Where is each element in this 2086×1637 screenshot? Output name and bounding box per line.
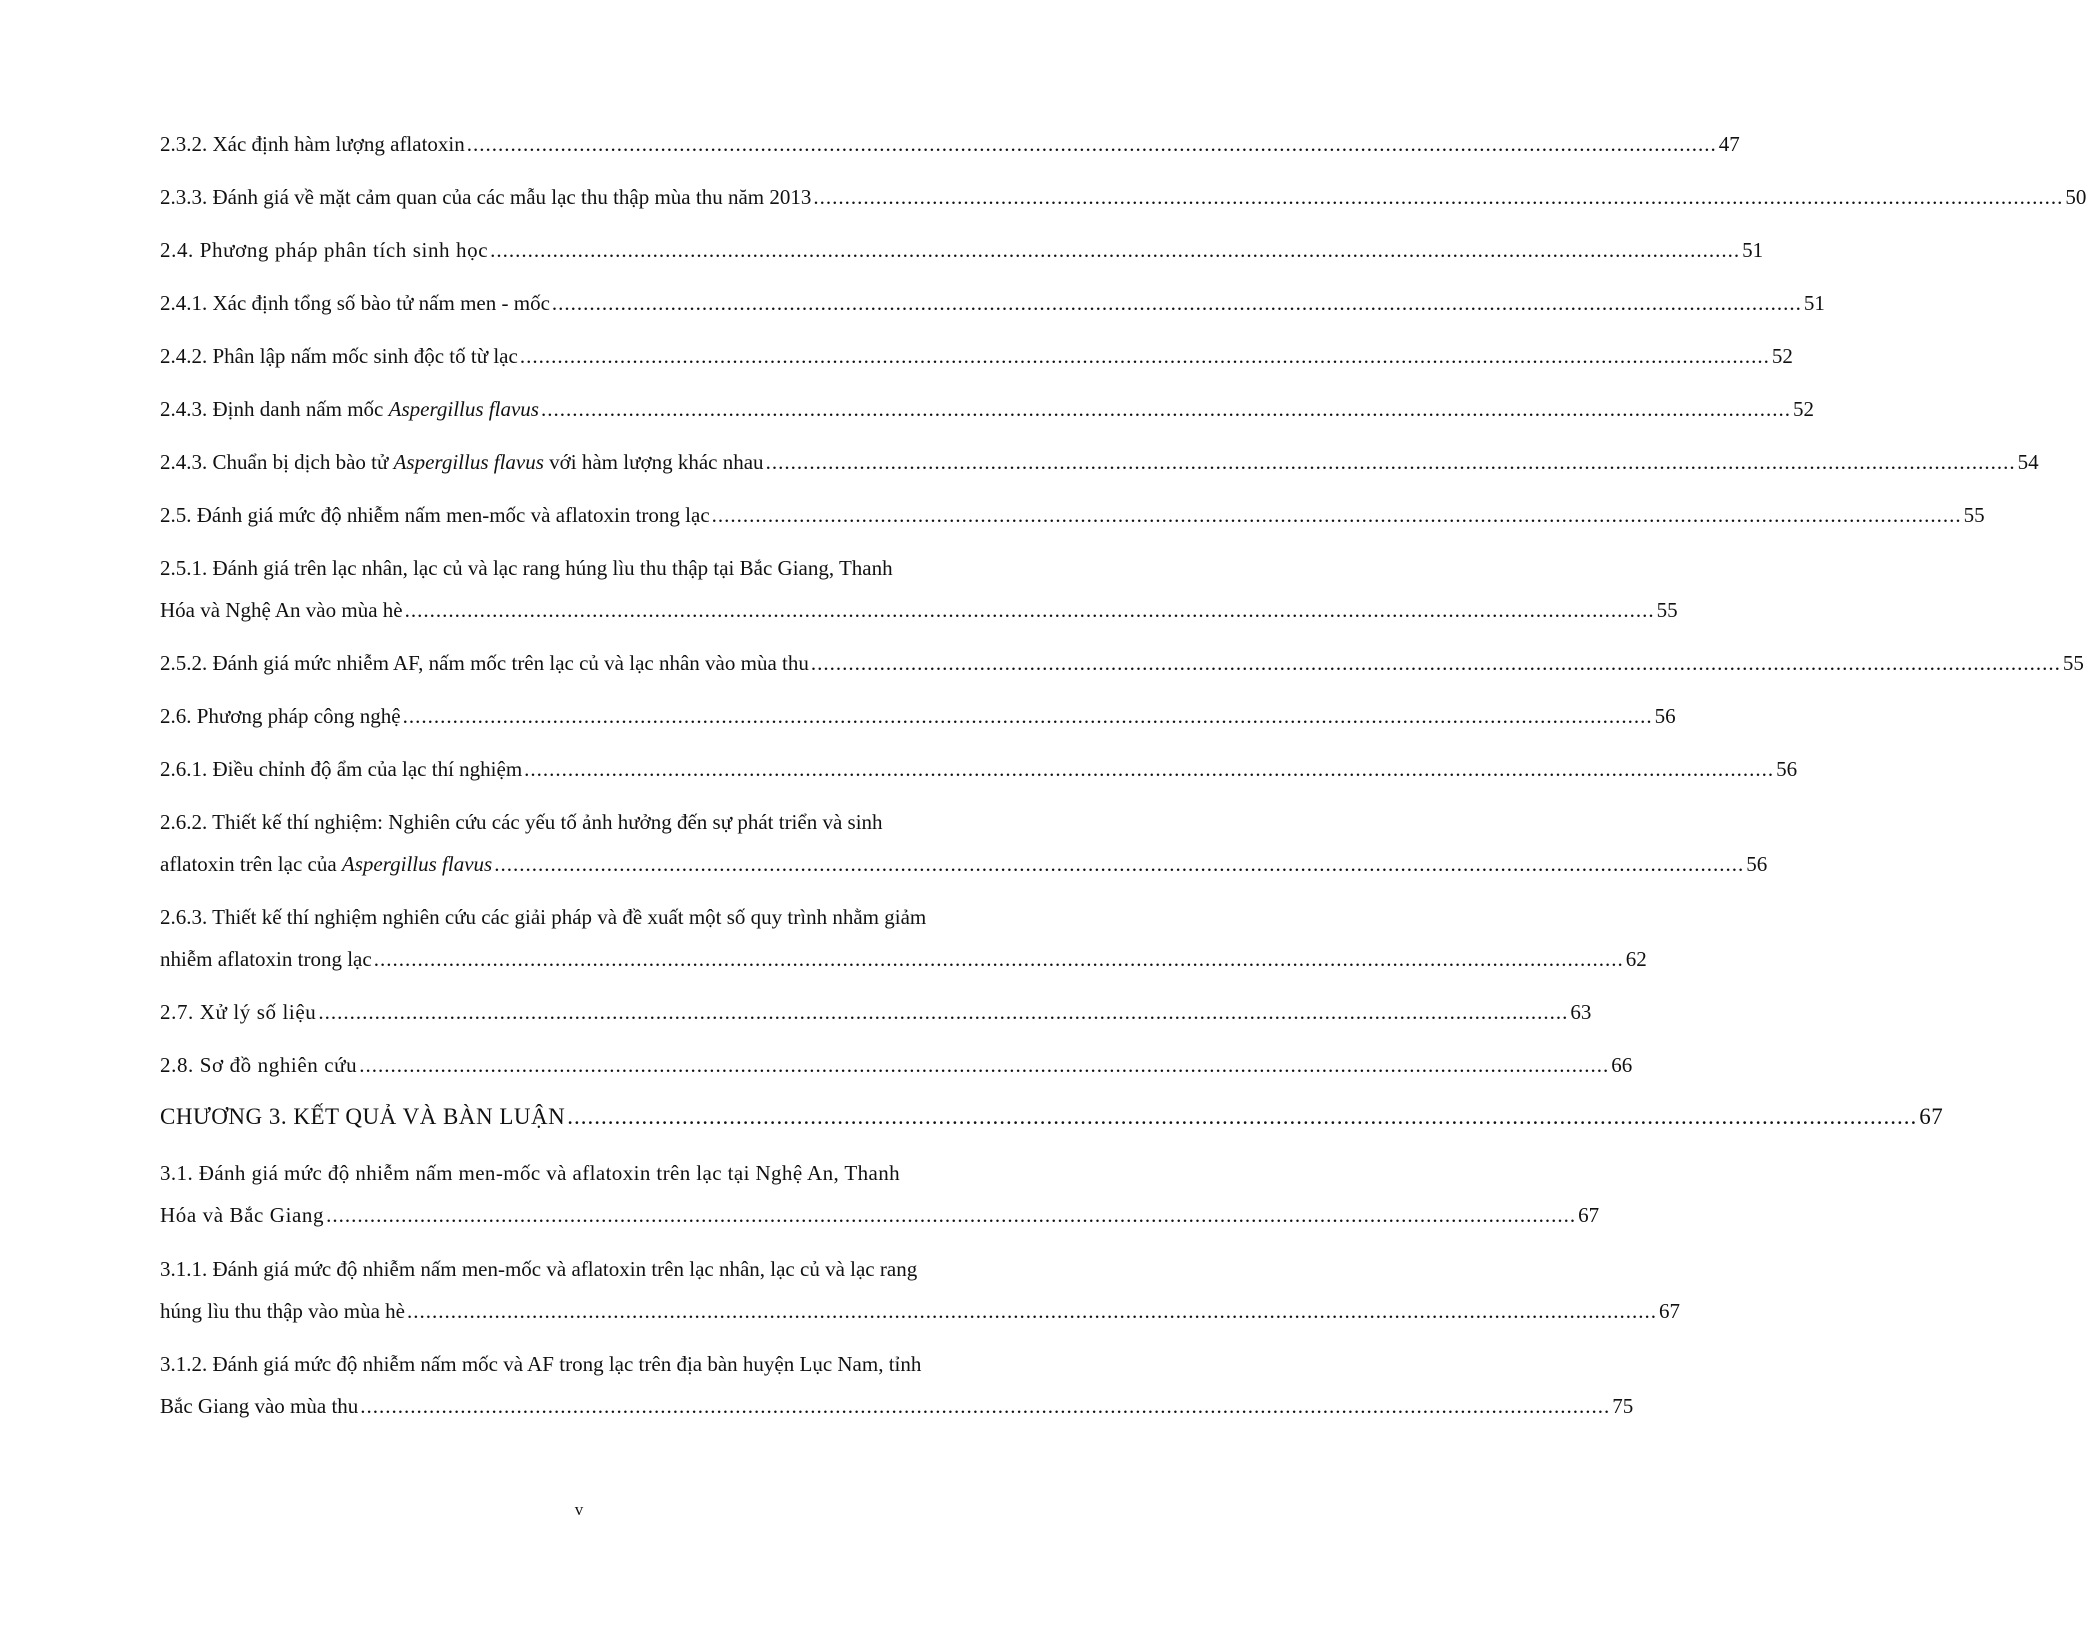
toc-entry[interactable]: 2.3.3. Đánh giá về mặt cảm quan của các mẫu lạc thu thập mùa thu năm 2013 ........................................................................................................................................................................................................ 50 <box>160 185 2086 209</box>
toc-entry-title: 2.4.3. Chuẩn bị dịch bào tử Aspergillus flavus với hàm lượng khác nhau <box>160 450 764 474</box>
toc-entry-title: 2.7. Xử lý số liệu <box>160 1000 317 1024</box>
toc-entry-title-line2: Bắc Giang vào mùa thu <box>160 1394 359 1418</box>
toc-entry[interactable]: 2.4. Phương pháp phân tích sinh học ........................................................................................................................................................................................................ 51 <box>160 238 1764 262</box>
toc-entry[interactable]: 3.1.2. Đánh giá mức độ nhiễm nấm mốc và AF trong lạc trên địa bàn huyện Lục Nam, tỉnh Bắc Giang vào mùa thu ........................................................................................................................................................................................................ 75 <box>160 1352 1634 1418</box>
toc-entry[interactable]: 2.4.3. Chuẩn bị dịch bào tử Aspergillus flavus với hàm lượng khác nhau ........................................................................................................................................................................................................ 54 <box>160 450 2039 474</box>
toc-entry-page: 55 <box>1963 503 1985 527</box>
toc-entry[interactable]: 2.5.1. Đánh giá trên lạc nhân, lạc củ và lạc rang húng lìu thu thập tại Bắc Giang, Thanh Hóa và Nghệ An vào mùa hè ........................................................................................................................................................................................................ 55 <box>160 556 1678 622</box>
toc-entry[interactable]: 2.3.2. Xác định hàm lượng aflatoxin ........................................................................................................................................................................................................ 47 <box>160 132 1740 156</box>
toc-entry[interactable]: 2.7. Xử lý số liệu ........................................................................................................................................................................................................ 63 <box>160 1000 1592 1024</box>
toc-entry[interactable]: 2.4.3. Định danh nấm mốc Aspergillus flavus ........................................................................................................................................................................................................ 52 <box>160 397 1814 421</box>
toc-entry-page: 62 <box>1625 947 1647 971</box>
toc-entry-page: 55 <box>2062 651 2084 675</box>
toc-entry-title-line2: Hóa và Bắc Giang <box>160 1203 325 1227</box>
toc-entry[interactable]: 2.6.3. Thiết kế thí nghiệm nghiên cứu các giải pháp và đề xuất một số quy trình nhằm giảm nhiễm aflatoxin trong lạc ........................................................................................................................................................................................................ 62 <box>160 905 1647 971</box>
toc-entry-title: 2.8. Sơ đồ nghiên cứu <box>160 1053 358 1077</box>
toc-entry[interactable]: 2.6. Phương pháp công nghệ ........................................................................................................................................................................................................ 56 <box>160 704 1676 728</box>
toc-entry-title-line2: nhiễm aflatoxin trong lạc <box>160 947 372 971</box>
toc-entry[interactable]: 3.1.1. Đánh giá mức độ nhiễm nấm men-mốc và aflatoxin trên lạc nhân, lạc củ và lạc rang húng lìu thu thập vào mùa hè ........................................................................................................................................................................................................ 67 <box>160 1257 1680 1323</box>
toc-entry-title-line2: Hóa và Nghệ An vào mùa hè <box>160 598 403 622</box>
toc-entry-title: 2.5.2. Đánh giá mức nhiễm AF, nấm mốc trên lạc củ và lạc nhân vào mùa thu <box>160 651 809 675</box>
toc-entry-page: 67 <box>1578 1203 1600 1227</box>
toc-entry-page: 52 <box>1792 397 1814 421</box>
toc-entry-title: 2.4.3. Định danh nấm mốc Aspergillus flavus <box>160 397 539 421</box>
page-number: v <box>574 1500 584 1519</box>
toc-entry[interactable]: 2.5. Đánh giá mức độ nhiễm nấm men-mốc và aflatoxin trong lạc ........................................................................................................................................................................................................ 55 <box>160 503 1985 527</box>
toc-entry-page: 55 <box>1656 598 1678 622</box>
toc-entry-page: 67 <box>1919 1104 1944 1129</box>
toc-entry-title: 2.5. Đánh giá mức độ nhiễm nấm men-mốc và aflatoxin trong lạc <box>160 503 710 527</box>
toc-entry-page: 47 <box>1718 132 1740 156</box>
toc-entry[interactable]: 3.1. Đánh giá mức độ nhiễm nấm men-mốc và aflatoxin trên lạc tại Nghệ An, Thanh Hóa và Bắc Giang ........................................................................................................................................................................................................ 67 <box>160 1161 1600 1227</box>
toc-entry[interactable]: 2.4.1. Xác định tổng số bào tử nấm men - mốc ........................................................................................................................................................................................................ 51 <box>160 291 1825 315</box>
toc-entry-page: 50 <box>2065 185 2086 209</box>
toc-entry-page: 63 <box>1570 1000 1592 1024</box>
toc-chapter-entry[interactable]: CHƯƠNG 3. KẾT QUẢ VÀ BÀN LUẬN ........................................................................................................................................................................................................ 67 <box>160 1104 1944 1129</box>
species-name: Aspergillus flavus <box>388 397 539 421</box>
chapter-title: CHƯƠNG 3. KẾT QUẢ VÀ BÀN LUẬN <box>160 1104 566 1129</box>
toc-entry[interactable]: 2.8. Sơ đồ nghiên cứu ........................................................................................................................................................................................................ 66 <box>160 1053 1633 1077</box>
toc-entry-page: 75 <box>1612 1394 1634 1418</box>
toc-entry-page: 56 <box>1746 852 1768 876</box>
toc-entry-title: 2.3.3. Đánh giá về mặt cảm quan của các mẫu lạc thu thập mùa thu năm 2013 <box>160 185 812 209</box>
species-name: Aspergillus flavus <box>393 450 544 474</box>
toc-entry-title-line1: 3.1.2. Đánh giá mức độ nhiễm nấm mốc và AF trong lạc trên địa bàn huyện Lục Nam, tỉnh <box>160 1352 922 1376</box>
toc-entry-title-line1: 2.6.2. Thiết kế thí nghiệm: Nghiên cứu các yếu tố ảnh hưởng đến sự phát triển và sinh <box>160 810 883 834</box>
toc-entry-title: 2.6.1. Điều chỉnh độ ẩm của lạc thí nghiệm <box>160 757 523 781</box>
toc-entry[interactable]: 2.6.1. Điều chỉnh độ ẩm của lạc thí nghiệm ........................................................................................................................................................................................................ 56 <box>160 757 1798 781</box>
toc-entry-title: 2.4. Phương pháp phân tích sinh học <box>160 238 489 262</box>
toc-entry-page: 66 <box>1611 1053 1633 1077</box>
toc-entry-title-line1: 2.6.3. Thiết kế thí nghiệm nghiên cứu các giải pháp và đề xuất một số quy trình nhằm giảm <box>160 905 927 929</box>
toc-entry-page: 52 <box>1771 344 1793 368</box>
toc-entry-title: 2.3.2. Xác định hàm lượng aflatoxin <box>160 132 465 156</box>
toc-entry-title-line1: 3.1.1. Đánh giá mức độ nhiễm nấm men-mốc và aflatoxin trên lạc nhân, lạc củ và lạc rang <box>160 1257 918 1281</box>
toc-entry-page: 56 <box>1654 704 1676 728</box>
species-name: Aspergillus flavus <box>341 852 493 876</box>
toc-entry-page: 54 <box>2017 450 2039 474</box>
toc-entry-page: 51 <box>1803 291 1825 315</box>
toc-entry[interactable]: 2.4.2. Phân lập nấm mốc sinh độc tố từ lạc ........................................................................................................................................................................................................ 52 <box>160 344 1793 368</box>
toc-entry-title-line1: 2.5.1. Đánh giá trên lạc nhân, lạc củ và lạc rang húng lìu thu thập tại Bắc Giang, Thanh <box>160 556 893 580</box>
toc-entry-title-line2: húng lìu thu thập vào mùa hè <box>160 1299 405 1323</box>
toc-entry-title: 2.4.1. Xác định tổng số bào tử nấm men - mốc <box>160 291 550 315</box>
toc-entry-title-line2: aflatoxin trên lạc của Aspergillus flavus <box>160 852 493 876</box>
toc-entry[interactable]: 2.6.2. Thiết kế thí nghiệm: Nghiên cứu các yếu tố ảnh hưởng đến sự phát triển và sinh aflatoxin trên lạc của Aspergillus flavus ........................................................................................................................................................................................................ 56 <box>160 810 1768 876</box>
toc-entry[interactable]: 2.5.2. Đánh giá mức nhiễm AF, nấm mốc trên lạc củ và lạc nhân vào mùa thu ........................................................................................................................................................................................................ 55 <box>160 651 2084 675</box>
toc-entry-page: 67 <box>1658 1299 1680 1323</box>
toc-entry-title: 2.4.2. Phân lập nấm mốc sinh độc tố từ lạc <box>160 344 518 368</box>
toc-entry-page: 56 <box>1776 757 1798 781</box>
toc-entry-page: 51 <box>1742 238 1764 262</box>
toc-entry-title-line1: 3.1. Đánh giá mức độ nhiễm nấm men-mốc và aflatoxin trên lạc tại Nghệ An, Thanh <box>160 1161 901 1185</box>
toc-entry-title: 2.6. Phương pháp công nghệ <box>160 704 401 728</box>
